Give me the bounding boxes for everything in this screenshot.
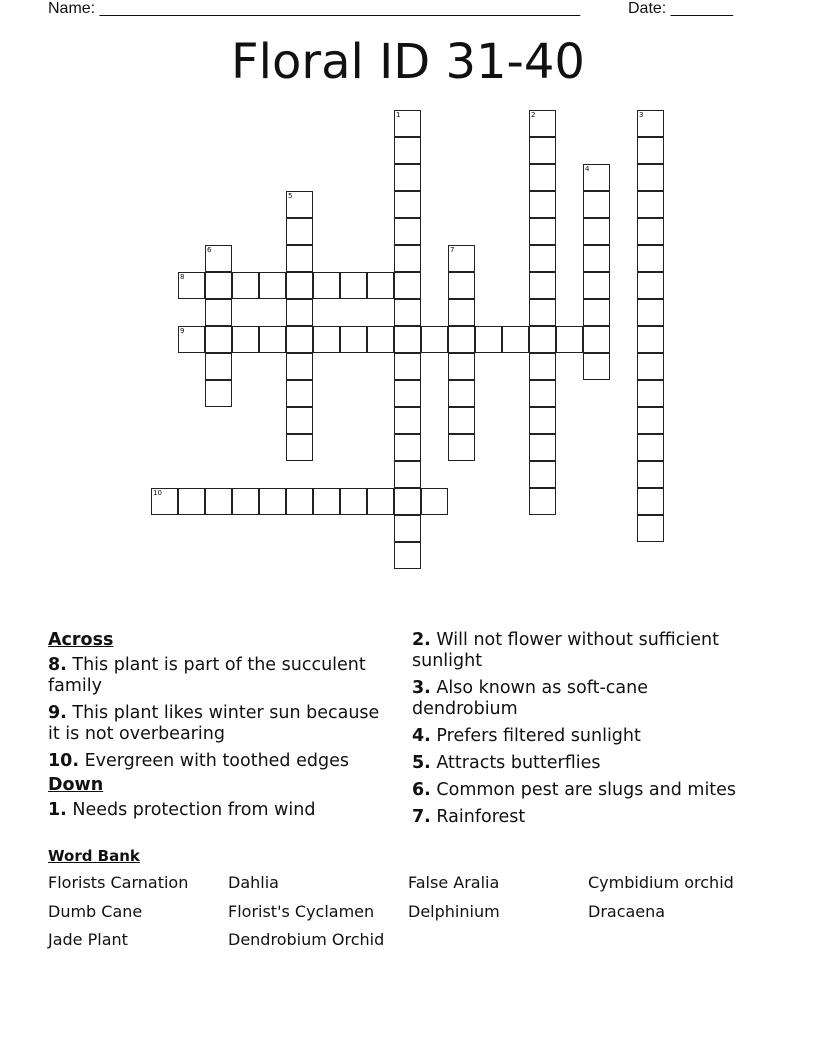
grid-cell[interactable] [475,326,502,353]
grid-cell[interactable] [286,299,313,326]
grid-cell[interactable] [286,272,313,299]
clue-number-10: 10 [153,489,162,497]
clues-column-right [412,630,762,834]
grid-cell[interactable] [583,353,610,380]
grid-cell[interactable] [313,326,340,353]
word-bank-item: Cymbidium orchid [588,873,734,892]
grid-cell[interactable] [637,245,664,272]
clue-number-9: 9 [180,327,185,335]
grid-cell[interactable] [367,272,394,299]
grid-cell[interactable] [259,488,286,515]
grid-cell[interactable] [394,353,421,380]
clue-number-3: 3 [639,111,644,119]
grid-cell[interactable] [232,326,259,353]
grid-cell[interactable] [286,380,313,407]
clue-across-9: 9. This plant likes winter sun because it is not overbearing [48,703,380,744]
grid-cell[interactable] [340,488,367,515]
grid-cell[interactable] [394,326,421,353]
grid-cell[interactable] [529,488,556,515]
clue-across-8: 8. This plant is part of the succulent family [48,655,366,696]
grid-cell[interactable] [286,326,313,353]
grid-cell[interactable] [637,299,664,326]
grid-cell[interactable] [448,353,475,380]
grid-cell[interactable] [637,434,664,461]
grid-cell[interactable] [313,272,340,299]
word-bank-item: Dendrobium Orchid [228,930,385,949]
grid-cell[interactable] [583,326,610,353]
down-heading: Down [48,775,104,795]
grid-cell[interactable] [637,137,664,164]
clue-number-6: 6 [207,246,212,254]
word-bank-item: Florists Carnation [48,873,189,892]
grid-cell[interactable] [394,191,421,218]
across-heading: Across [48,630,114,650]
grid-cell[interactable] [637,380,664,407]
grid-cell[interactable] [394,137,421,164]
grid-cell[interactable] [637,218,664,245]
word-bank-item: Dumb Cane [48,902,143,921]
name-field[interactable]: Name: ______________________________________________________ [48,0,581,17]
word-bank-item: Delphinium [408,902,500,921]
grid-cell[interactable] [529,299,556,326]
clue-down-3: 3. Also known as soft-cane dendrobium [412,678,648,719]
clue-down-7: 7. Rainforest [412,807,526,827]
grid-cell[interactable] [286,434,313,461]
clue-number-2: 2 [531,111,536,119]
grid-cell[interactable] [340,326,367,353]
grid-cell[interactable] [529,245,556,272]
clue-down-5: 5. Attracts butterflies [412,753,601,773]
word-bank-title: Word Bank [48,847,140,865]
grid-cell[interactable] [394,245,421,272]
grid-cell[interactable] [637,515,664,542]
grid-cell[interactable] [583,218,610,245]
grid-cell[interactable] [583,191,610,218]
grid-cell[interactable] [367,326,394,353]
grid-cell[interactable] [637,164,664,191]
date-field[interactable]: Date: _______ [628,0,733,17]
word-bank-item: False Aralia [408,873,500,892]
grid-cell[interactable] [637,461,664,488]
grid-cell[interactable] [178,488,205,515]
grid-cell[interactable] [286,245,313,272]
grid-cell[interactable] [421,488,448,515]
page-title: Floral ID 31-40 [231,34,585,90]
grid-cell[interactable] [205,299,232,326]
grid-cell[interactable] [286,407,313,434]
clue-across-10: 10. Evergreen with toothed edges [48,751,349,771]
grid-cell[interactable] [637,407,664,434]
grid-cell[interactable] [529,272,556,299]
grid-cell[interactable] [583,299,610,326]
clues-column-left [48,630,388,827]
grid-cell[interactable] [394,542,421,569]
grid-cell[interactable] [556,326,583,353]
grid-cell[interactable] [529,380,556,407]
grid-cell[interactable] [448,299,475,326]
grid-cell[interactable] [529,434,556,461]
grid-cell[interactable] [394,164,421,191]
grid-cell[interactable] [583,245,610,272]
clue-number-4: 4 [585,165,590,173]
grid-cell[interactable] [529,164,556,191]
grid-cell[interactable] [205,272,232,299]
grid-cell[interactable] [313,488,340,515]
grid-cell[interactable] [394,380,421,407]
grid-cell[interactable] [583,272,610,299]
grid-cell[interactable] [259,272,286,299]
grid-cell[interactable] [394,434,421,461]
grid-cell[interactable] [394,218,421,245]
grid-cell[interactable] [259,326,286,353]
clue-down-6: 6. Common pest are slugs and mites [412,780,737,800]
grid-cell[interactable] [529,353,556,380]
grid-cell[interactable] [367,488,394,515]
grid-cell[interactable] [637,488,664,515]
clue-down-2: 2. Will not flower without sufficient sunlight [412,630,719,671]
grid-cell[interactable] [205,488,232,515]
grid-cell[interactable] [394,488,421,515]
grid-cell[interactable] [205,353,232,380]
grid-cell[interactable] [529,326,556,353]
grid-cell[interactable] [394,515,421,542]
grid-cell[interactable] [448,407,475,434]
grid-cell[interactable] [637,353,664,380]
grid-cell[interactable] [529,191,556,218]
grid-cell[interactable] [529,407,556,434]
word-bank-item: Dracaena [588,902,666,921]
grid-cell[interactable] [394,299,421,326]
clue-number-5: 5 [288,192,293,200]
grid-cell[interactable] [394,461,421,488]
grid-cell[interactable] [286,353,313,380]
grid-cell[interactable] [205,326,232,353]
word-bank-item: Dahlia [228,873,279,892]
grid-cell[interactable] [421,326,448,353]
grid-cell[interactable] [529,137,556,164]
grid-cell[interactable] [529,218,556,245]
grid-cell[interactable] [448,434,475,461]
grid-cell[interactable] [502,326,529,353]
grid-cell[interactable] [340,272,367,299]
grid-cell[interactable] [448,272,475,299]
grid-cell[interactable] [529,461,556,488]
grid-cell[interactable] [205,380,232,407]
clue-number-8: 8 [180,273,185,281]
word-bank-item: Florist's Cyclamen [228,902,375,921]
word-bank-item: Jade Plant [48,930,128,949]
grid-cell[interactable] [637,272,664,299]
grid-cell[interactable] [232,488,259,515]
grid-cell[interactable] [637,191,664,218]
grid-cell[interactable] [448,380,475,407]
grid-cell[interactable] [394,272,421,299]
clue-number-1: 1 [396,111,401,119]
grid-cell[interactable] [637,326,664,353]
clue-down-4: 4. Prefers filtered sunlight [412,726,641,746]
grid-cell[interactable] [286,488,313,515]
grid-cell[interactable] [286,218,313,245]
grid-cell[interactable] [448,326,475,353]
grid-cell[interactable] [394,407,421,434]
grid-cell[interactable] [232,272,259,299]
clue-number-7: 7 [450,246,455,254]
clue-down-1: 1. Needs protection from wind [48,800,316,820]
